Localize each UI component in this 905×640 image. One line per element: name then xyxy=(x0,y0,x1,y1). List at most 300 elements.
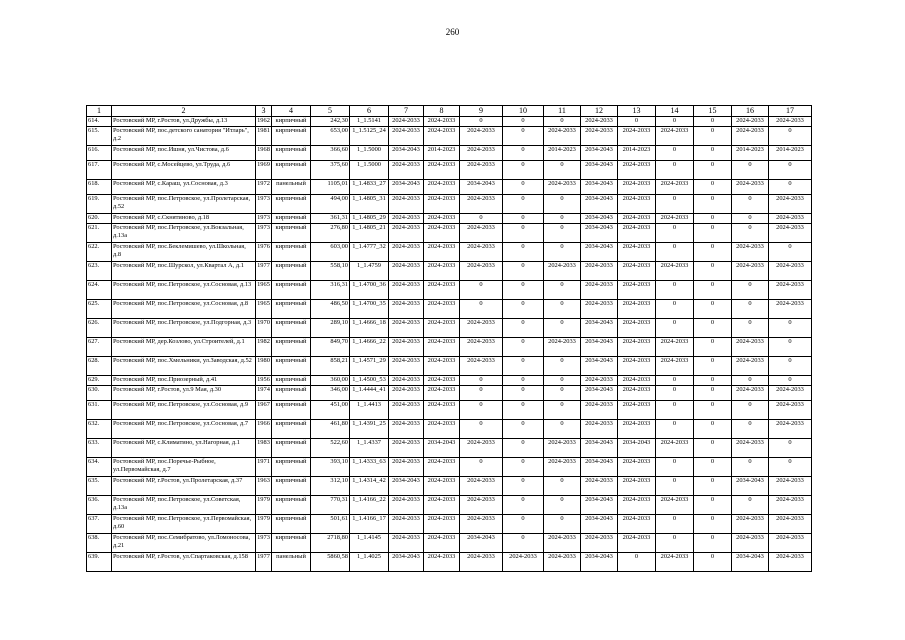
period-col-17-cell: 2024-2033 xyxy=(769,496,812,515)
period-col-11-cell: 0 xyxy=(544,224,581,243)
table-row xyxy=(87,357,812,376)
row-number-cell: 618. xyxy=(87,180,112,195)
period-col-10-cell: 0 xyxy=(503,439,544,458)
period-col-12-cell: 2024-2033 xyxy=(581,401,618,420)
period-col-8-cell: 2014-2023 xyxy=(424,146,460,161)
period-col-8-cell: 2024-2033 xyxy=(424,195,460,214)
period-col-9-cell: 0 xyxy=(460,458,503,477)
table-row xyxy=(87,127,812,146)
wall-material-cell: кирпичный xyxy=(272,376,311,386)
period-col-17-cell: 2024-2033 xyxy=(769,420,812,439)
period-col-15-cell: 0 xyxy=(694,300,732,319)
period-col-12-cell: 2024-2033 xyxy=(581,281,618,300)
wall-material-cell: кирпичный xyxy=(272,357,311,376)
row-number-cell: 632. xyxy=(87,420,112,439)
period-col-9-cell: 2024-2033 xyxy=(460,553,503,572)
period-col-11-cell: 0 xyxy=(544,117,581,127)
build-year-cell: 1973 xyxy=(256,195,272,214)
period-col-7-cell: 2024-2033 xyxy=(389,496,424,515)
code-cell: 1_1.5000 xyxy=(350,146,389,161)
period-col-11-cell: 0 xyxy=(544,243,581,262)
code-cell: 1_1.4413 xyxy=(350,401,389,420)
table-row xyxy=(87,161,812,180)
row-number-cell: 633. xyxy=(87,439,112,458)
period-col-13-cell: 2024-2033 xyxy=(618,477,656,496)
period-col-11-cell: 0 xyxy=(544,214,581,224)
period-col-11-cell: 2024-2033 xyxy=(544,127,581,146)
period-col-9-cell: 2024-2033 xyxy=(460,127,503,146)
period-col-17-cell: 0 xyxy=(769,319,812,338)
period-col-17-cell: 2014-2023 xyxy=(769,146,812,161)
area-cell: 461,80 xyxy=(311,420,350,439)
period-col-13-cell: 2024-2033 xyxy=(618,458,656,477)
build-year-cell: 1968 xyxy=(256,146,272,161)
column-number-16: 16 xyxy=(732,106,769,117)
period-col-12-cell: 2034-2043 xyxy=(581,496,618,515)
period-col-16-cell: 0 xyxy=(732,401,769,420)
period-col-12-cell: 2034-2043 xyxy=(581,357,618,376)
period-col-17-cell: 2024-2033 xyxy=(769,214,812,224)
row-number-cell: 622. xyxy=(87,243,112,262)
code-cell: 1_1.4805_31 xyxy=(350,195,389,214)
period-col-17-cell: 2024-2033 xyxy=(769,401,812,420)
area-cell: 501,61 xyxy=(311,515,350,534)
period-col-15-cell: 0 xyxy=(694,180,732,195)
period-col-11-cell: 2024-2033 xyxy=(544,262,581,281)
area-cell: 312,10 xyxy=(311,477,350,496)
period-col-7-cell: 2024-2033 xyxy=(389,300,424,319)
code-cell: 1_1.4571_29 xyxy=(350,357,389,376)
row-number-cell: 631. xyxy=(87,401,112,420)
build-year-cell: 1965 xyxy=(256,300,272,319)
period-col-12-cell: 2034-2043 xyxy=(581,224,618,243)
wall-material-cell: кирпичный xyxy=(272,458,311,477)
area-cell: 1105,01 xyxy=(311,180,350,195)
area-cell: 5860,58 xyxy=(311,553,350,572)
period-col-9-cell: 2024-2033 xyxy=(460,515,503,534)
row-number-cell: 621. xyxy=(87,224,112,243)
wall-material-cell: кирпичный xyxy=(272,401,311,420)
code-cell: 1_1.4700_35 xyxy=(350,300,389,319)
code-cell: 1_1.4500_53 xyxy=(350,376,389,386)
area-cell: 393,10 xyxy=(311,458,350,477)
period-col-8-cell: 2024-2033 xyxy=(424,553,460,572)
period-col-15-cell: 0 xyxy=(694,338,732,357)
period-col-12-cell: 2034-2043 xyxy=(581,146,618,161)
area-cell: 486,50 xyxy=(311,300,350,319)
row-number-cell: 635. xyxy=(87,477,112,496)
table-row xyxy=(87,300,812,319)
row-number-cell: 636. xyxy=(87,496,112,515)
table-row xyxy=(87,496,812,515)
period-col-9-cell: 0 xyxy=(460,214,503,224)
period-col-13-cell: 2034-2043 xyxy=(618,439,656,458)
wall-material-cell: кирпичный xyxy=(272,300,311,319)
table-row xyxy=(87,477,812,496)
period-col-11-cell: 0 xyxy=(544,281,581,300)
period-col-8-cell: 2024-2033 xyxy=(424,386,460,401)
period-col-15-cell: 0 xyxy=(694,439,732,458)
period-col-11-cell: 0 xyxy=(544,420,581,439)
period-col-14-cell: 2024-2033 xyxy=(656,553,694,572)
code-cell: 1_1.4391_25 xyxy=(350,420,389,439)
period-col-7-cell: 2024-2033 xyxy=(389,319,424,338)
period-col-8-cell: 2024-2033 xyxy=(424,319,460,338)
period-col-15-cell: 0 xyxy=(694,319,732,338)
period-col-7-cell: 2024-2033 xyxy=(389,338,424,357)
period-col-14-cell: 2024-2033 xyxy=(656,127,694,146)
period-col-7-cell: 2024-2033 xyxy=(389,224,424,243)
period-col-7-cell: 2024-2033 xyxy=(389,534,424,553)
period-col-10-cell: 0 xyxy=(503,338,544,357)
period-col-10-cell: 0 xyxy=(503,496,544,515)
period-col-13-cell: 2024-2033 xyxy=(618,281,656,300)
column-number-13: 13 xyxy=(618,106,656,117)
area-cell: 603,00 xyxy=(311,243,350,262)
area-cell: 522,60 xyxy=(311,439,350,458)
period-col-15-cell: 0 xyxy=(694,195,732,214)
period-col-16-cell: 0 xyxy=(732,224,769,243)
build-year-cell: 1977 xyxy=(256,553,272,572)
period-col-16-cell: 2024-2033 xyxy=(732,117,769,127)
period-col-9-cell: 0 xyxy=(460,300,503,319)
period-col-12-cell: 2034-2043 xyxy=(581,180,618,195)
wall-material-cell: кирпичный xyxy=(272,127,311,146)
period-col-13-cell: 2024-2033 xyxy=(618,243,656,262)
period-col-10-cell: 0 xyxy=(503,195,544,214)
column-number-14: 14 xyxy=(656,106,694,117)
row-number-cell: 630. xyxy=(87,386,112,401)
period-col-9-cell: 0 xyxy=(460,401,503,420)
wall-material-cell: кирпичный xyxy=(272,338,311,357)
address-cell: Ростовский МР, пос.Петровское, ул.Подгорная, д.3 xyxy=(112,319,256,338)
wall-material-cell: кирпичный xyxy=(272,439,311,458)
period-col-8-cell: 2024-2033 xyxy=(424,161,460,180)
build-year-cell: 1969 xyxy=(256,161,272,180)
period-col-8-cell: 2024-2033 xyxy=(424,376,460,386)
area-cell: 289,10 xyxy=(311,319,350,338)
code-cell: 1_1.5125_24 xyxy=(350,127,389,146)
period-col-12-cell: 2034-2043 xyxy=(581,515,618,534)
period-col-16-cell: 2024-2033 xyxy=(732,386,769,401)
period-col-14-cell: 0 xyxy=(656,146,694,161)
code-cell: 1_1.4166_22 xyxy=(350,496,389,515)
period-col-8-cell: 2024-2033 xyxy=(424,262,460,281)
wall-material-cell: кирпичный xyxy=(272,477,311,496)
period-col-11-cell: 2024-2033 xyxy=(544,458,581,477)
period-col-17-cell: 2024-2033 xyxy=(769,117,812,127)
period-col-13-cell: 2024-2033 xyxy=(618,195,656,214)
period-col-11-cell: 2024-2033 xyxy=(544,439,581,458)
build-year-cell: 1980 xyxy=(256,357,272,376)
period-col-7-cell: 2024-2033 xyxy=(389,401,424,420)
code-cell: 1_1.4833_27 xyxy=(350,180,389,195)
period-col-11-cell: 0 xyxy=(544,477,581,496)
area-cell: 361,31 xyxy=(311,214,350,224)
period-col-16-cell: 2024-2033 xyxy=(732,439,769,458)
period-col-15-cell: 0 xyxy=(694,458,732,477)
table-row xyxy=(87,319,812,338)
period-col-17-cell: 0 xyxy=(769,376,812,386)
period-col-10-cell: 0 xyxy=(503,458,544,477)
address-cell: Ростовский МР, пос.Беклемишево, ул.Школьная, д.8 xyxy=(112,243,256,262)
address-cell: Ростовский МР, пос.Хмельники, ул.Заводская, д.52 xyxy=(112,357,256,376)
period-col-17-cell: 0 xyxy=(769,180,812,195)
period-col-12-cell: 2024-2033 xyxy=(581,534,618,553)
period-col-17-cell: 0 xyxy=(769,127,812,146)
period-col-13-cell: 2024-2033 xyxy=(618,420,656,439)
wall-material-cell: кирпичный xyxy=(272,117,311,127)
address-cell: Ростовский МР, с.Скнятиново, д.18 xyxy=(112,214,256,224)
table-row xyxy=(87,214,812,224)
code-cell: 1_1.4759 xyxy=(350,262,389,281)
period-col-12-cell: 2034-2043 xyxy=(581,243,618,262)
period-col-15-cell: 0 xyxy=(694,386,732,401)
period-col-17-cell: 2024-2033 xyxy=(769,300,812,319)
period-col-15-cell: 0 xyxy=(694,281,732,300)
code-cell: 1_1.4145 xyxy=(350,534,389,553)
period-col-13-cell: 2014-2023 xyxy=(618,146,656,161)
code-cell: 1_1.4666_18 xyxy=(350,319,389,338)
code-cell: 1_1.4805_21 xyxy=(350,224,389,243)
address-cell: Ростовский МР, г.Ростов, ул.9 Мая, д.30 xyxy=(112,386,256,401)
wall-material-cell: кирпичный xyxy=(272,496,311,515)
row-number-cell: 624. xyxy=(87,281,112,300)
wall-material-cell: кирпичный xyxy=(272,386,311,401)
period-col-17-cell: 2024-2033 xyxy=(769,515,812,534)
area-cell: 858,21 xyxy=(311,357,350,376)
table-row xyxy=(87,146,812,161)
table-row xyxy=(87,281,812,300)
row-number-cell: 627. xyxy=(87,338,112,357)
period-col-12-cell: 2024-2033 xyxy=(581,117,618,127)
period-col-14-cell: 0 xyxy=(656,477,694,496)
wall-material-cell: панельный xyxy=(272,180,311,195)
area-cell: 242,30 xyxy=(311,117,350,127)
build-year-cell: 1976 xyxy=(256,243,272,262)
build-year-cell: 1967 xyxy=(256,401,272,420)
area-cell: 653,00 xyxy=(311,127,350,146)
column-number-7: 7 xyxy=(389,106,424,117)
period-col-9-cell: 2024-2033 xyxy=(460,496,503,515)
wall-material-cell: кирпичный xyxy=(272,243,311,262)
period-col-12-cell: 2024-2033 xyxy=(581,420,618,439)
row-number-cell: 626. xyxy=(87,319,112,338)
period-col-8-cell: 2024-2033 xyxy=(424,224,460,243)
code-cell: 1_1.5000 xyxy=(350,161,389,180)
period-col-9-cell: 0 xyxy=(460,281,503,300)
period-col-15-cell: 0 xyxy=(694,376,732,386)
period-col-12-cell: 2034-2043 xyxy=(581,214,618,224)
period-col-17-cell: 2024-2033 xyxy=(769,262,812,281)
table-row xyxy=(87,553,812,572)
period-col-14-cell: 0 xyxy=(656,117,694,127)
period-col-17-cell: 0 xyxy=(769,458,812,477)
period-col-8-cell: 2024-2033 xyxy=(424,300,460,319)
period-col-7-cell: 2024-2033 xyxy=(389,127,424,146)
period-col-14-cell: 0 xyxy=(656,161,694,180)
period-col-11-cell: 0 xyxy=(544,161,581,180)
period-col-13-cell: 2024-2033 xyxy=(618,401,656,420)
period-col-13-cell: 2024-2033 xyxy=(618,319,656,338)
period-col-17-cell: 2024-2033 xyxy=(769,224,812,243)
period-col-8-cell: 2024-2033 xyxy=(424,214,460,224)
table-row xyxy=(87,386,812,401)
period-col-14-cell: 0 xyxy=(656,224,694,243)
period-col-8-cell: 2034-2043 xyxy=(424,439,460,458)
period-col-12-cell: 2024-2033 xyxy=(581,376,618,386)
code-cell: 1_1.4337 xyxy=(350,439,389,458)
build-year-cell: 1972 xyxy=(256,180,272,195)
period-col-10-cell: 0 xyxy=(503,224,544,243)
period-col-12-cell: 2024-2033 xyxy=(581,477,618,496)
row-number-cell: 615. xyxy=(87,127,112,146)
period-col-9-cell: 0 xyxy=(460,420,503,439)
period-col-12-cell: 2024-2033 xyxy=(581,300,618,319)
period-col-13-cell: 0 xyxy=(618,117,656,127)
address-cell: Ростовский МР, пос.Петровское, ул.Советская, д.13а xyxy=(112,496,256,515)
period-col-10-cell: 0 xyxy=(503,243,544,262)
period-col-14-cell: 0 xyxy=(656,515,694,534)
period-col-16-cell: 2024-2033 xyxy=(732,262,769,281)
wall-material-cell: кирпичный xyxy=(272,281,311,300)
address-cell: Ростовский МР, пос.Ишня, ул.Чистова, д.6 xyxy=(112,146,256,161)
housing-register-table xyxy=(86,105,812,572)
period-col-7-cell: 2024-2033 xyxy=(389,458,424,477)
area-cell: 366,60 xyxy=(311,146,350,161)
period-col-14-cell: 0 xyxy=(656,319,694,338)
wall-material-cell: кирпичный xyxy=(272,534,311,553)
page-number: 260 xyxy=(445,27,460,37)
period-col-14-cell: 0 xyxy=(656,243,694,262)
period-col-14-cell: 2024-2033 xyxy=(656,262,694,281)
build-year-cell: 1973 xyxy=(256,224,272,243)
period-col-10-cell: 0 xyxy=(503,214,544,224)
row-number-cell: 629. xyxy=(87,376,112,386)
period-col-7-cell: 2034-2043 xyxy=(389,553,424,572)
area-cell: 360,00 xyxy=(311,376,350,386)
address-cell: Ростовский МР, пос.Петровское, ул.Первомайская, д.60 xyxy=(112,515,256,534)
table-row xyxy=(87,439,812,458)
period-col-8-cell: 2024-2033 xyxy=(424,127,460,146)
period-col-15-cell: 0 xyxy=(694,420,732,439)
table-row xyxy=(87,117,812,127)
build-year-cell: 1973 xyxy=(256,214,272,224)
period-col-9-cell: 2024-2033 xyxy=(460,262,503,281)
build-year-cell: 1966 xyxy=(256,420,272,439)
row-number-cell: 638. xyxy=(87,534,112,553)
code-cell: 1_1.4166_17 xyxy=(350,515,389,534)
period-col-9-cell: 2034-2043 xyxy=(460,534,503,553)
build-year-cell: 1971 xyxy=(256,458,272,477)
column-number-12: 12 xyxy=(581,106,618,117)
address-cell: Ростовский МР, г.Ростов, ул.Пролетарская, д.37 xyxy=(112,477,256,496)
table-row xyxy=(87,243,812,262)
period-col-10-cell: 0 xyxy=(503,420,544,439)
period-col-16-cell: 2024-2033 xyxy=(732,357,769,376)
period-col-14-cell: 2024-2033 xyxy=(656,496,694,515)
column-number-4: 4 xyxy=(272,106,311,117)
address-cell: Ростовский МР, пос.Шурскол, ул.Квартал А, д.1 xyxy=(112,262,256,281)
column-number-3: 3 xyxy=(256,106,272,117)
period-col-11-cell: 0 xyxy=(544,376,581,386)
table-row xyxy=(87,401,812,420)
period-col-13-cell: 2024-2033 xyxy=(618,161,656,180)
period-col-8-cell: 2024-2033 xyxy=(424,281,460,300)
period-col-16-cell: 0 xyxy=(732,214,769,224)
build-year-cell: 1970 xyxy=(256,319,272,338)
period-col-15-cell: 0 xyxy=(694,214,732,224)
period-col-7-cell: 2024-2033 xyxy=(389,357,424,376)
period-col-16-cell: 0 xyxy=(732,420,769,439)
period-col-17-cell: 2024-2033 xyxy=(769,281,812,300)
column-number-2: 2 xyxy=(112,106,256,117)
period-col-11-cell: 2024-2033 xyxy=(544,180,581,195)
period-col-10-cell: 0 xyxy=(503,300,544,319)
period-col-15-cell: 0 xyxy=(694,496,732,515)
period-col-16-cell: 2024-2033 xyxy=(732,338,769,357)
column-number-15: 15 xyxy=(694,106,732,117)
period-col-17-cell: 2024-2033 xyxy=(769,195,812,214)
period-col-16-cell: 2024-2033 xyxy=(732,515,769,534)
wall-material-cell: кирпичный xyxy=(272,420,311,439)
table-row xyxy=(87,376,812,386)
wall-material-cell: кирпичный xyxy=(272,319,311,338)
row-number-cell: 619. xyxy=(87,195,112,214)
period-col-13-cell: 2024-2033 xyxy=(618,127,656,146)
period-col-11-cell: 2024-2033 xyxy=(544,553,581,572)
period-col-8-cell: 2024-2033 xyxy=(424,477,460,496)
period-col-8-cell: 2024-2033 xyxy=(424,515,460,534)
table-row xyxy=(87,420,812,439)
period-col-15-cell: 0 xyxy=(694,262,732,281)
period-col-15-cell: 0 xyxy=(694,243,732,262)
period-col-14-cell: 2024-2033 xyxy=(656,214,694,224)
period-col-16-cell: 0 xyxy=(732,376,769,386)
period-col-17-cell: 0 xyxy=(769,161,812,180)
code-cell: 1_1.4700_36 xyxy=(350,281,389,300)
period-col-10-cell: 0 xyxy=(503,262,544,281)
period-col-13-cell: 2024-2033 xyxy=(618,180,656,195)
address-cell: Ростовский МР, дер.Козлово, ул.Строителей, д.1 xyxy=(112,338,256,357)
period-col-16-cell: 0 xyxy=(732,300,769,319)
period-col-7-cell: 2024-2033 xyxy=(389,376,424,386)
build-year-cell: 1981 xyxy=(256,127,272,146)
period-col-7-cell: 2024-2033 xyxy=(389,439,424,458)
code-cell: 1_1.4314_42 xyxy=(350,477,389,496)
build-year-cell: 1973 xyxy=(256,534,272,553)
code-cell: 1_1.4805_29 xyxy=(350,214,389,224)
build-year-cell: 1977 xyxy=(256,262,272,281)
period-col-10-cell: 0 xyxy=(503,319,544,338)
period-col-8-cell: 2024-2033 xyxy=(424,243,460,262)
period-col-15-cell: 0 xyxy=(694,477,732,496)
build-year-cell: 1979 xyxy=(256,515,272,534)
period-col-17-cell: 0 xyxy=(769,243,812,262)
area-cell: 770,31 xyxy=(311,496,350,515)
period-col-16-cell: 2014-2023 xyxy=(732,146,769,161)
period-col-15-cell: 0 xyxy=(694,515,732,534)
period-col-14-cell: 2024-2033 xyxy=(656,338,694,357)
address-cell: Ростовский МР, пос.Петровское, ул.Пролетарская, д.52 xyxy=(112,195,256,214)
row-number-cell: 623. xyxy=(87,262,112,281)
period-col-8-cell: 2024-2033 xyxy=(424,401,460,420)
period-col-16-cell: 0 xyxy=(732,281,769,300)
period-col-12-cell: 2024-2033 xyxy=(581,127,618,146)
address-cell: Ростовский МР, пос.детского санатория "Итларь", д.2 xyxy=(112,127,256,146)
build-year-cell: 1962 xyxy=(256,117,272,127)
period-col-7-cell: 2024-2033 xyxy=(389,195,424,214)
